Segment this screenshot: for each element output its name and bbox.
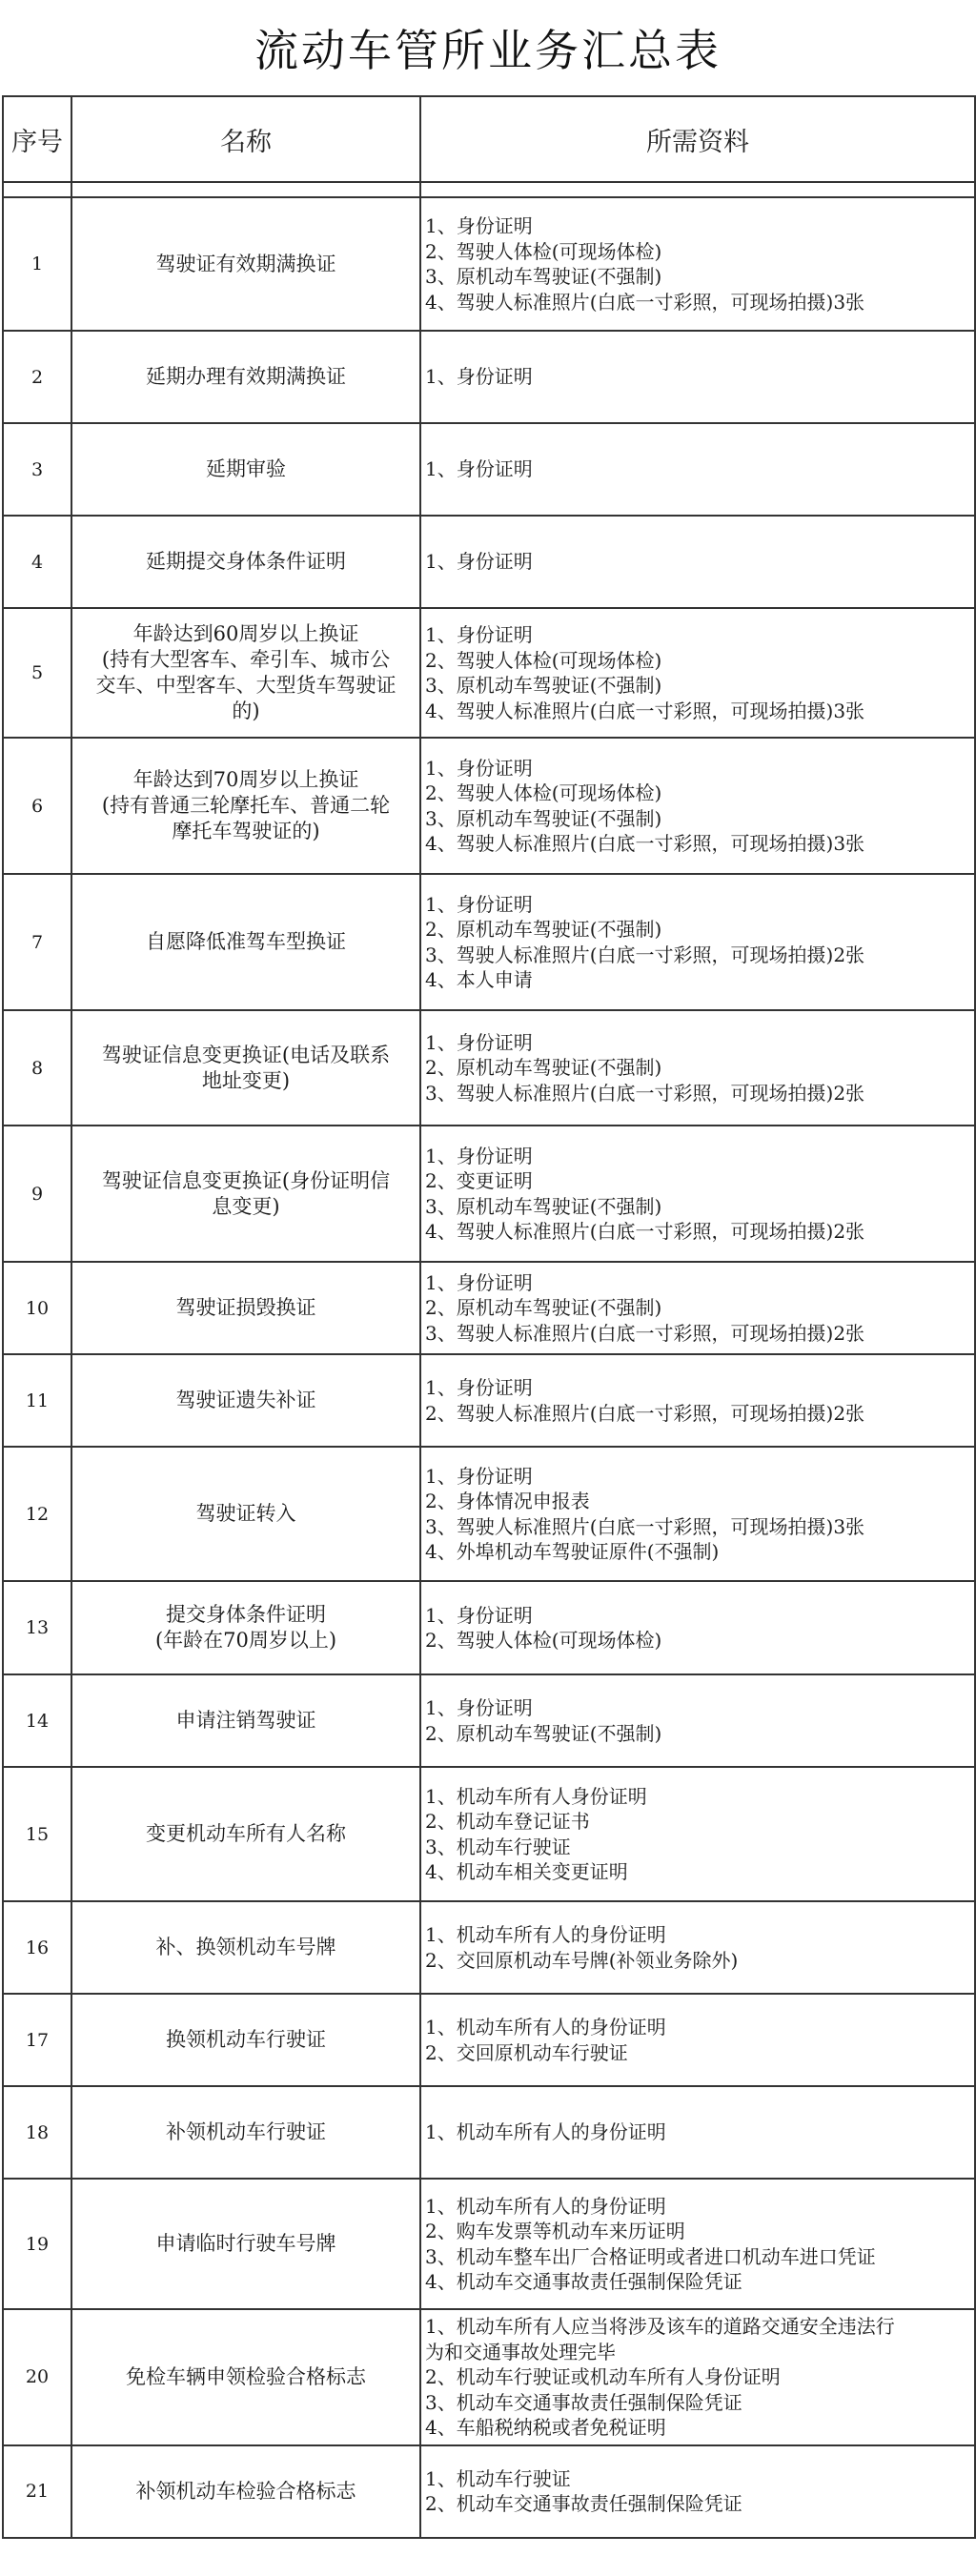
- business-name-line: 年龄达到60周岁以上换证: [132, 622, 359, 645]
- document-item: 2、驾驶人体检(可现场体检): [425, 239, 662, 263]
- business-name-line: 补、换领机动车号牌: [155, 1936, 336, 1958]
- required-documents: [420, 608, 975, 738]
- document-item: 4、驾驶人标准照片(白底一寸彩照，可现场拍摄)3张: [425, 832, 865, 855]
- table-body: [3, 197, 975, 2538]
- document-item: 2、购车发票等机动车来历证明: [425, 2220, 685, 2242]
- document-item: 1、机动车所有人的身份证明: [425, 2194, 666, 2218]
- document-item: 3、机动车整车出厂合格证明或者进口机动车进口凭证: [425, 2244, 876, 2268]
- document-item: 1、身份证明: [425, 1603, 533, 1627]
- business-name-line: 换领机动车行驶证: [166, 2028, 326, 2051]
- row-number: 6: [3, 738, 71, 874]
- document-item: 4、机动车交通事故责任强制保险凭证: [425, 2270, 742, 2293]
- document-item: 3、机动车交通事故责任强制保险凭证: [425, 2390, 742, 2414]
- document-item: 1、机动车所有人的身份证明: [425, 1923, 666, 1946]
- document-item: 4、机动车相关变更证明: [425, 1860, 628, 1883]
- document-item: 1、身份证明: [425, 1144, 533, 1167]
- row-number: 11: [3, 1354, 71, 1447]
- business-name-line: 驾驶证信息变更换证(身份证明信: [101, 1168, 391, 1192]
- document-item: 4、驾驶人标准照片(白底一寸彩照，可现场拍摄)2张: [425, 1220, 865, 1243]
- business-name-line: 申请临时行驶车号牌: [155, 2232, 336, 2255]
- document-item: 2、机动车行驶证或机动车所有人身份证明: [425, 2365, 781, 2388]
- document-item: 3、驾驶人标准照片(白底一寸彩照，可现场拍摄)2张: [425, 1081, 865, 1105]
- document-item: 2、交回原机动车号牌(补领业务除外): [425, 1948, 739, 1972]
- business-name: [71, 1994, 420, 2086]
- document-item: 2、原机动车驾驶证(不强制): [425, 1056, 662, 1080]
- business-name-line: (年龄在70周岁以上): [154, 1629, 337, 1652]
- business-name: [71, 2309, 420, 2445]
- document-item: 1、身份证明: [425, 1376, 533, 1399]
- document-item: 1、身份证明: [425, 365, 533, 389]
- required-documents: [420, 874, 975, 1010]
- document-item: 4、驾驶人标准照片(白底一寸彩照，可现场拍摄)3张: [425, 290, 865, 314]
- required-documents: [420, 1674, 975, 1767]
- document-item: 2、机动车交通事故责任强制保险凭证: [425, 2492, 742, 2515]
- document-item: 2、身体情况申报表: [425, 1490, 590, 1512]
- document-item: 1、身份证明: [425, 892, 533, 916]
- header-docs: 所需资料: [420, 96, 975, 182]
- document-item: 1、身份证明: [425, 1696, 533, 1719]
- table-row: [3, 1901, 975, 1994]
- required-documents: [420, 1126, 975, 1262]
- table-row: [3, 738, 975, 874]
- header-name: 名称: [71, 96, 420, 182]
- business-name-line: 年龄达到70周岁以上换证: [132, 768, 359, 791]
- row-number: 7: [3, 874, 71, 1010]
- required-documents: [420, 2445, 975, 2538]
- business-name: [71, 423, 420, 516]
- required-documents: [420, 1262, 975, 1354]
- document-item: 2、驾驶人体检(可现场体检): [425, 781, 662, 804]
- table-row: [3, 331, 975, 423]
- document-item: 3、驾驶人标准照片(白底一寸彩照，可现场拍摄)2张: [425, 1321, 865, 1345]
- required-documents: [420, 2086, 975, 2179]
- document-item: 1、机动车所有人的身份证明: [425, 2016, 666, 2038]
- table-row: [3, 1767, 975, 1901]
- document-item: 2、变更证明: [425, 1169, 533, 1192]
- required-documents: [420, 1447, 975, 1581]
- table-row: [3, 197, 975, 331]
- table-row: [3, 2309, 975, 2445]
- document-item: 2、交回原机动车行驶证: [425, 2040, 628, 2064]
- document-item: 3、机动车行驶证: [425, 1835, 571, 1858]
- business-name: [71, 1674, 420, 1767]
- business-name-line: 延期办理有效期满换证: [146, 365, 346, 388]
- document-item: 4、车船税纳税或者免税证明: [425, 2416, 666, 2439]
- row-number: 2: [3, 331, 71, 423]
- business-table: [2, 95, 976, 2539]
- document-item: 1、身份证明: [425, 1464, 533, 1488]
- business-name-line: 交车、中型客车、大型货车驾驶证: [95, 674, 396, 697]
- document-item: 1、身份证明: [425, 756, 533, 780]
- business-name: [71, 1581, 420, 1674]
- business-name-line: 驾驶证损毁换证: [175, 1296, 316, 1319]
- required-documents: [420, 197, 975, 331]
- row-number: 12: [3, 1447, 71, 1581]
- required-documents: [420, 1581, 975, 1674]
- document-item: 2、原机动车驾驶证(不强制): [425, 918, 662, 941]
- row-number: 17: [3, 1994, 71, 2086]
- document-item: 2、原机动车驾驶证(不强制): [425, 1721, 662, 1745]
- business-name-line: (持有普通三轮摩托车、普通二轮: [101, 794, 391, 817]
- business-name-line: 息变更): [212, 1194, 280, 1218]
- table-row: [3, 2445, 975, 2538]
- document-item: 1、身份证明: [425, 623, 533, 646]
- table-row: [3, 1581, 975, 1674]
- business-name: [71, 874, 420, 1010]
- required-documents: [420, 1994, 975, 2086]
- business-name-line: 驾驶证转入: [195, 1502, 296, 1525]
- row-number: 5: [3, 608, 71, 738]
- row-number: 20: [3, 2309, 71, 2445]
- business-name-line: (持有大型客车、牵引车、城市公: [101, 648, 391, 671]
- document-item: 1、身份证明: [425, 1030, 533, 1054]
- business-name: [71, 1262, 420, 1354]
- required-documents: [420, 738, 975, 874]
- table-row: [3, 1994, 975, 2086]
- business-name-line: 申请注销驾驶证: [175, 1709, 316, 1732]
- table-row: [3, 874, 975, 1010]
- business-name-line: 免检车辆申领检验合格标志: [126, 2364, 366, 2388]
- header-spacer: [3, 182, 975, 197]
- business-name: [71, 516, 420, 608]
- document-item: 4、外埠机动车驾驶证原件(不强制): [425, 1540, 720, 1563]
- header-row: [3, 96, 975, 182]
- business-name-line: 延期审验: [206, 457, 286, 480]
- row-number: 16: [3, 1901, 71, 1994]
- required-documents: [420, 516, 975, 608]
- row-number: 19: [3, 2179, 71, 2309]
- row-number: 3: [3, 423, 71, 516]
- business-name: [71, 1447, 420, 1581]
- business-name-line: 驾驶证遗失补证: [175, 1389, 316, 1411]
- document-item: 2、驾驶人体检(可现场体检): [425, 1629, 662, 1652]
- document-item: 1、机动车行驶证: [425, 2466, 571, 2490]
- required-documents: [420, 1901, 975, 1994]
- document-item: 3、原机动车驾驶证(不强制): [425, 265, 662, 288]
- table-row: [3, 1674, 975, 1767]
- header-no: 序号: [3, 96, 71, 182]
- document-item: 1、身份证明: [425, 457, 533, 481]
- required-documents: [420, 1010, 975, 1126]
- document-item: 3、原机动车驾驶证(不强制): [425, 674, 662, 697]
- row-number: 15: [3, 1767, 71, 1901]
- business-name: [71, 331, 420, 423]
- document-item: 3、原机动车驾驶证(不强制): [425, 1194, 662, 1218]
- required-documents: [420, 1354, 975, 1447]
- business-name: [71, 1354, 420, 1447]
- required-documents: [420, 1767, 975, 1901]
- document-item: 2、驾驶人标准照片(白底一寸彩照，可现场拍摄)2张: [425, 1401, 865, 1425]
- business-name-line: 补领机动车行驶证: [166, 2120, 326, 2143]
- required-documents: [420, 331, 975, 423]
- business-name-line: 提交身体条件证明: [166, 1603, 326, 1626]
- table-row: [3, 1010, 975, 1126]
- table-row: [3, 608, 975, 738]
- business-name-line: 驾驶证信息变更换证(电话及联系: [101, 1043, 391, 1066]
- business-name-line: 摩托车驾驶证的): [172, 820, 320, 842]
- table-row: [3, 423, 975, 516]
- row-number: 14: [3, 1674, 71, 1767]
- business-name: [71, 738, 420, 874]
- document-item: 1、机动车所有人的身份证明: [425, 2120, 666, 2144]
- business-name: [71, 2086, 420, 2179]
- document-item: 1、身份证明: [425, 214, 533, 237]
- document-item: 1、机动车所有人应当将涉及该车的道路交通安全违法行: [425, 2315, 895, 2338]
- document-item: 3、驾驶人标准照片(白底一寸彩照，可现场拍摄)3张: [425, 1514, 865, 1538]
- required-documents: [420, 2179, 975, 2309]
- business-name-line: 驾驶证有效期满换证: [155, 252, 336, 275]
- document-item: 3、驾驶人标准照片(白底一寸彩照，可现场拍摄)2张: [425, 943, 865, 966]
- document-item: 1、身份证明: [425, 550, 533, 574]
- row-number: 21: [3, 2445, 71, 2538]
- business-name: [71, 2445, 420, 2538]
- business-name: [71, 2179, 420, 2309]
- business-name: [71, 197, 420, 331]
- business-name-line: 延期提交身体条件证明: [146, 550, 346, 573]
- business-name-line: 补领机动车检验合格标志: [135, 2479, 356, 2503]
- document-item: 2、机动车登记证书: [425, 1810, 590, 1833]
- business-name: [71, 1901, 420, 1994]
- business-name-line: 地址变更): [201, 1068, 291, 1092]
- table-row: [3, 1354, 975, 1447]
- document-item: 3、原机动车驾驶证(不强制): [425, 806, 662, 830]
- row-number: 8: [3, 1010, 71, 1126]
- business-name-line: 的): [232, 700, 260, 722]
- business-name: [71, 1010, 420, 1126]
- document-item: 4、本人申请: [425, 968, 533, 991]
- table-row: [3, 2179, 975, 2309]
- row-number: 18: [3, 2086, 71, 2179]
- required-documents: [420, 2309, 975, 2445]
- row-number: 13: [3, 1581, 71, 1674]
- document-item: 2、驾驶人体检(可现场体检): [425, 648, 662, 672]
- document-item: 4、驾驶人标准照片(白底一寸彩照，可现场拍摄)3张: [425, 699, 865, 722]
- page-title: 流动车管所业务汇总表: [254, 25, 722, 76]
- document-item: 1、机动车所有人身份证明: [425, 1784, 647, 1808]
- row-number: 9: [3, 1126, 71, 1262]
- business-name-line: 变更机动车所有人名称: [146, 1822, 346, 1845]
- row-number: 4: [3, 516, 71, 608]
- row-number: 10: [3, 1262, 71, 1354]
- table-row: [3, 1126, 975, 1262]
- business-name: [71, 1767, 420, 1901]
- row-number: 1: [3, 197, 71, 331]
- table-row: [3, 1262, 975, 1354]
- table-row: [3, 1447, 975, 1581]
- business-name: [71, 608, 420, 738]
- required-documents: [420, 423, 975, 516]
- business-name-line: 自愿降低准驾车型换证: [146, 930, 346, 953]
- document-item: 为和交通事故处理完毕: [425, 2340, 616, 2363]
- document-item: 2、原机动车驾驶证(不强制): [425, 1296, 662, 1320]
- business-name: [71, 1126, 420, 1262]
- table-row: [3, 2086, 975, 2179]
- document-item: 1、身份证明: [425, 1270, 533, 1294]
- table-row: [3, 516, 975, 608]
